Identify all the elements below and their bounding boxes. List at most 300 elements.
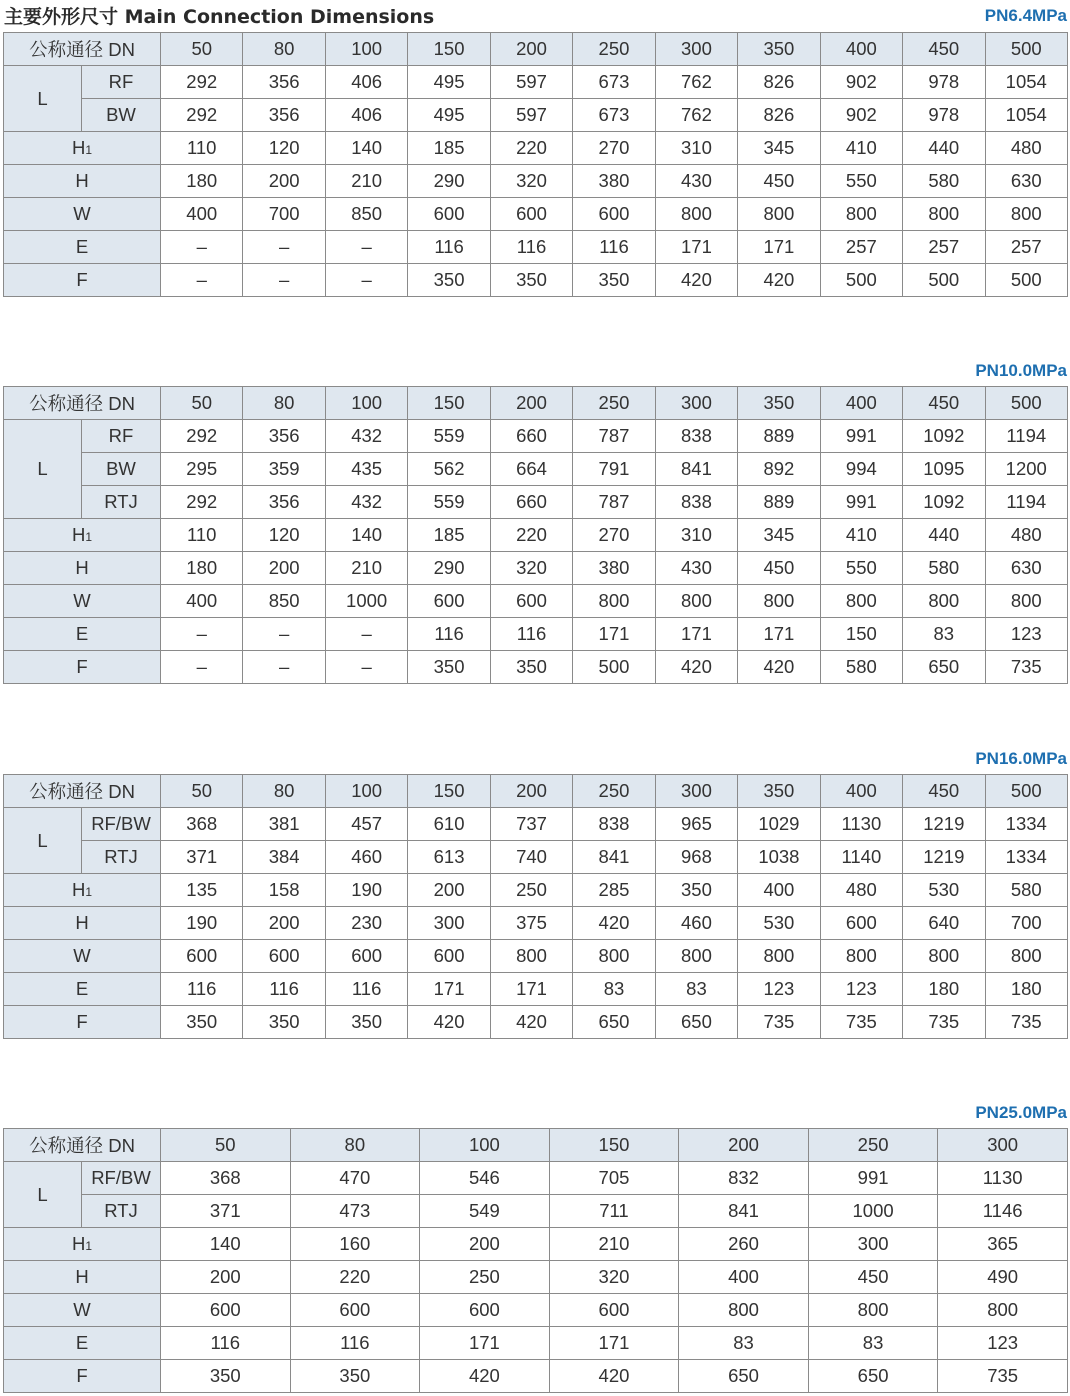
pressure-rating-label: PN6.4MPa <box>984 6 1067 25</box>
dn-value: 100 <box>325 775 407 808</box>
table-cell: 450 <box>738 165 820 198</box>
table-cell: 220 <box>490 132 572 165</box>
dn-value: 50 <box>161 33 243 66</box>
table-cell: 368 <box>161 808 243 841</box>
table-cell: 838 <box>655 420 737 453</box>
table-cell: 345 <box>738 519 820 552</box>
table-cell: 580 <box>903 552 985 585</box>
table-cell: 300 <box>808 1228 938 1261</box>
table-cell: 83 <box>903 618 985 651</box>
table-cell: 660 <box>490 420 572 453</box>
table-cell: 762 <box>655 66 737 99</box>
dn-value: 80 <box>243 33 325 66</box>
table-cell: 550 <box>820 552 902 585</box>
table-cell: 1130 <box>938 1162 1068 1195</box>
table-cell: 800 <box>985 940 1067 973</box>
table-cell: 350 <box>161 1006 243 1039</box>
table-cell: 735 <box>738 1006 820 1039</box>
l-sub-label: RTJ <box>82 486 161 519</box>
table-cell: 220 <box>290 1261 420 1294</box>
row-label <box>4 198 161 231</box>
table-cell: 359 <box>243 453 325 486</box>
dn-label: 公称通径 DN <box>4 33 161 66</box>
table-cell: 460 <box>655 907 737 940</box>
table-cell: 290 <box>408 552 490 585</box>
table-cell: 420 <box>420 1360 550 1393</box>
table-cell: 257 <box>985 231 1067 264</box>
table-cell: 180 <box>985 973 1067 1006</box>
dn-value: 50 <box>161 775 243 808</box>
table-cell: 559 <box>408 486 490 519</box>
table-cell: 123 <box>938 1327 1068 1360</box>
row-label-text: W <box>73 590 91 611</box>
table-cell: 356 <box>243 99 325 132</box>
table-cell: 432 <box>325 420 407 453</box>
dn-value: 500 <box>985 387 1067 420</box>
table-cell: 83 <box>655 973 737 1006</box>
table-cell: 1194 <box>985 420 1067 453</box>
l-label: L <box>4 1162 82 1228</box>
dn-row <box>4 1129 1068 1162</box>
table-cell: 171 <box>573 618 655 651</box>
table-cell: 420 <box>655 651 737 684</box>
table-cell: 350 <box>161 1360 291 1393</box>
row-label-text: H <box>71 137 86 158</box>
table-cell: 171 <box>655 618 737 651</box>
table-cell: 200 <box>243 552 325 585</box>
dimensions-table <box>3 774 1068 1039</box>
row-label <box>4 1228 161 1261</box>
table-cell: 345 <box>738 132 820 165</box>
table-cell: 1000 <box>325 585 407 618</box>
table-cell: 800 <box>738 198 820 231</box>
table-cell: 650 <box>573 1006 655 1039</box>
table-cell: 171 <box>549 1327 679 1360</box>
dn-label: 公称通径 DN <box>4 387 161 420</box>
row-label <box>4 231 161 264</box>
table-cell: – <box>161 618 243 651</box>
table-cell: 1140 <box>820 841 902 874</box>
table-cell: 832 <box>679 1162 809 1195</box>
dn-value: 500 <box>985 775 1067 808</box>
table-cell: 250 <box>420 1261 550 1294</box>
table-cell: – <box>243 618 325 651</box>
dn-value: 400 <box>820 387 902 420</box>
row-label-subscript: 1 <box>85 530 93 544</box>
table-cell: 549 <box>420 1195 550 1228</box>
table-cell: 1092 <box>903 486 985 519</box>
l-sub-label: RF/BW <box>82 1162 161 1195</box>
table-cell: 889 <box>738 420 820 453</box>
table-cell: 800 <box>903 198 985 231</box>
table-cell: 356 <box>243 420 325 453</box>
table-row <box>4 585 1068 618</box>
table-cell: 171 <box>655 231 737 264</box>
table-cell: 500 <box>573 651 655 684</box>
table-row <box>4 1327 1068 1360</box>
table-cell: 850 <box>243 585 325 618</box>
table-cell: 200 <box>243 907 325 940</box>
table-cell: 841 <box>573 841 655 874</box>
table-cell: 700 <box>243 198 325 231</box>
table-cell: 350 <box>325 1006 407 1039</box>
table-cell: 826 <box>738 66 820 99</box>
table-cell: 600 <box>290 1294 420 1327</box>
table-cell: 600 <box>490 585 572 618</box>
table-cell: 371 <box>161 841 243 874</box>
table-cell: 350 <box>290 1360 420 1393</box>
table-cell: 406 <box>325 66 407 99</box>
table-cell: 559 <box>408 420 490 453</box>
table-cell: – <box>325 618 407 651</box>
l-sub-label: RTJ <box>82 1195 161 1228</box>
table-row <box>4 651 1068 684</box>
row-label <box>4 1360 161 1393</box>
row-label <box>4 585 161 618</box>
table-cell: 295 <box>161 453 243 486</box>
table-cell: 650 <box>655 1006 737 1039</box>
dn-value: 450 <box>903 33 985 66</box>
table-cell: 440 <box>903 132 985 165</box>
table-row <box>4 519 1068 552</box>
table-cell: 800 <box>985 198 1067 231</box>
table-cell: 116 <box>161 1327 291 1360</box>
table-cell: 150 <box>820 618 902 651</box>
table-cell: 116 <box>161 973 243 1006</box>
table-cell: 116 <box>490 618 572 651</box>
table-cell: 597 <box>490 66 572 99</box>
dn-value: 400 <box>820 775 902 808</box>
table-cell: 1054 <box>985 99 1067 132</box>
table-cell: 800 <box>820 940 902 973</box>
table-cell: 787 <box>573 486 655 519</box>
table-cell: 841 <box>655 453 737 486</box>
row-label <box>4 874 161 907</box>
table-cell: – <box>325 231 407 264</box>
dn-value: 300 <box>655 33 737 66</box>
dn-label: 公称通径 DN <box>4 1129 161 1162</box>
row-label <box>4 618 161 651</box>
table-cell: 838 <box>573 808 655 841</box>
table-cell: 380 <box>573 552 655 585</box>
table-cell: 380 <box>573 165 655 198</box>
table-cell: 705 <box>549 1162 679 1195</box>
table-cell: 420 <box>408 1006 490 1039</box>
row-label <box>4 264 161 297</box>
table-cell: 160 <box>290 1228 420 1261</box>
table-cell: 420 <box>490 1006 572 1039</box>
table-cell: 838 <box>655 486 737 519</box>
table-cell: 185 <box>408 132 490 165</box>
table-row <box>4 1162 1068 1195</box>
table-cell: 120 <box>243 132 325 165</box>
dn-value: 150 <box>549 1129 679 1162</box>
table-cell: 185 <box>408 519 490 552</box>
dn-value: 100 <box>325 387 407 420</box>
table-cell: 473 <box>290 1195 420 1228</box>
table-row <box>4 1006 1068 1039</box>
table-cell: 640 <box>903 907 985 940</box>
dn-row <box>4 387 1068 420</box>
table-cell: 664 <box>490 453 572 486</box>
row-label <box>4 907 161 940</box>
row-label-text: H <box>75 912 89 933</box>
table-cell: 110 <box>161 132 243 165</box>
row-label-text: W <box>73 945 91 966</box>
table-cell: 800 <box>573 585 655 618</box>
table-cell: 440 <box>903 519 985 552</box>
table-cell: 430 <box>655 165 737 198</box>
table-cell: 292 <box>161 420 243 453</box>
row-label-text: F <box>76 1365 88 1386</box>
table-row <box>4 874 1068 907</box>
table-cell: 495 <box>408 66 490 99</box>
row-label-subscript: 1 <box>85 885 93 899</box>
table-cell: 171 <box>408 973 490 1006</box>
table-cell: 500 <box>903 264 985 297</box>
dimensions-table <box>3 386 1068 684</box>
table-cell: 171 <box>738 618 820 651</box>
table-row <box>4 618 1068 651</box>
table-cell: 530 <box>903 874 985 907</box>
table-cell: 737 <box>490 808 572 841</box>
table-cell: 800 <box>938 1294 1068 1327</box>
table-cell: 190 <box>161 907 243 940</box>
table-cell: 800 <box>820 198 902 231</box>
table-row <box>4 420 1068 453</box>
table-cell: 800 <box>903 585 985 618</box>
table-cell: 83 <box>679 1327 809 1360</box>
table-cell: 384 <box>243 841 325 874</box>
table-cell: – <box>161 651 243 684</box>
dn-value: 80 <box>243 775 325 808</box>
row-label <box>4 1261 161 1294</box>
row-label-text: H <box>75 1266 89 1287</box>
table-cell: 787 <box>573 420 655 453</box>
table-cell: – <box>243 264 325 297</box>
pressure-rating-label: PN10.0MPa <box>975 361 1067 380</box>
table-cell: 530 <box>738 907 820 940</box>
dn-value: 400 <box>820 33 902 66</box>
l-sub-label: RF <box>82 420 161 453</box>
table-cell: 292 <box>161 99 243 132</box>
table-cell: 435 <box>325 453 407 486</box>
table-cell: 410 <box>820 519 902 552</box>
table-cell: 650 <box>808 1360 938 1393</box>
table-cell: 1194 <box>985 486 1067 519</box>
table-cell: 371 <box>161 1195 291 1228</box>
table-cell: 292 <box>161 66 243 99</box>
table-cell: 140 <box>325 519 407 552</box>
table-cell: – <box>243 231 325 264</box>
table-cell: 600 <box>490 198 572 231</box>
table-cell: 1038 <box>738 841 820 874</box>
dn-value: 150 <box>408 387 490 420</box>
table-cell: 600 <box>325 940 407 973</box>
l-sub-label: RTJ <box>82 841 161 874</box>
table-row <box>4 1228 1068 1261</box>
table-cell: 180 <box>161 552 243 585</box>
table-cell: 735 <box>820 1006 902 1039</box>
dn-value: 50 <box>161 387 243 420</box>
table-cell: 1334 <box>985 841 1067 874</box>
table-cell: 994 <box>820 453 902 486</box>
table-cell: 320 <box>549 1261 679 1294</box>
row-label-text: F <box>76 656 88 677</box>
l-sub-label: BW <box>82 99 161 132</box>
table-cell: 190 <box>325 874 407 907</box>
table-cell: 270 <box>573 519 655 552</box>
table-cell: 368 <box>161 1162 291 1195</box>
dn-value: 250 <box>573 775 655 808</box>
table-row <box>4 940 1068 973</box>
table-cell: 1334 <box>985 808 1067 841</box>
table-cell: 350 <box>243 1006 325 1039</box>
table-cell: 650 <box>903 651 985 684</box>
table-cell: 735 <box>985 651 1067 684</box>
table-cell: 650 <box>679 1360 809 1393</box>
table-cell: 83 <box>808 1327 938 1360</box>
table-cell: 800 <box>738 585 820 618</box>
table-cell: 116 <box>243 973 325 1006</box>
dn-value: 150 <box>408 33 490 66</box>
table-cell: 1000 <box>808 1195 938 1228</box>
table-cell: 200 <box>420 1228 550 1261</box>
table-cell: 140 <box>161 1228 291 1261</box>
table-cell: 800 <box>985 585 1067 618</box>
table-cell: 210 <box>549 1228 679 1261</box>
dn-value: 450 <box>903 387 985 420</box>
table-cell: 350 <box>408 264 490 297</box>
dn-value: 300 <box>938 1129 1068 1162</box>
row-label-text: E <box>75 236 89 257</box>
table-cell: 230 <box>325 907 407 940</box>
table-cell: 965 <box>655 808 737 841</box>
dimensions-table <box>3 1128 1068 1393</box>
row-label-text: E <box>75 623 89 644</box>
table-cell: 550 <box>820 165 902 198</box>
table-cell: 630 <box>985 165 1067 198</box>
table-row <box>4 453 1068 486</box>
l-label: L <box>4 420 82 519</box>
row-label-text: H <box>75 557 89 578</box>
table-cell: 800 <box>808 1294 938 1327</box>
table-cell: 350 <box>655 874 737 907</box>
row-label-text: W <box>73 203 91 224</box>
table-cell: 400 <box>679 1261 809 1294</box>
page-title: 主要外形尺寸 Main Connection Dimensions <box>4 6 435 28</box>
table-cell: 546 <box>420 1162 550 1195</box>
table-cell: 375 <box>490 907 572 940</box>
table-cell: 135 <box>161 874 243 907</box>
table-cell: 762 <box>655 99 737 132</box>
table-cell: 673 <box>573 66 655 99</box>
table-cell: 597 <box>490 99 572 132</box>
table-cell: 490 <box>938 1261 1068 1294</box>
row-label-text: H <box>75 170 89 191</box>
table-cell: 116 <box>408 618 490 651</box>
table-cell: 600 <box>161 940 243 973</box>
table-row <box>4 907 1068 940</box>
table-row <box>4 1195 1068 1228</box>
table-cell: 116 <box>408 231 490 264</box>
table-cell: – <box>243 651 325 684</box>
table-cell: – <box>161 264 243 297</box>
table-cell: 210 <box>325 552 407 585</box>
dn-value: 300 <box>655 387 737 420</box>
table-cell: – <box>325 651 407 684</box>
table-cell: 123 <box>985 618 1067 651</box>
row-label <box>4 519 161 552</box>
table-cell: 889 <box>738 486 820 519</box>
row-label <box>4 1294 161 1327</box>
row-label <box>4 132 161 165</box>
dn-value: 450 <box>903 775 985 808</box>
table-row <box>4 165 1068 198</box>
table-cell: 350 <box>490 264 572 297</box>
table-cell: 171 <box>490 973 572 1006</box>
table-cell: 800 <box>903 940 985 973</box>
table-cell: 600 <box>408 940 490 973</box>
table-cell: 711 <box>549 1195 679 1228</box>
table-cell: 740 <box>490 841 572 874</box>
row-label <box>4 940 161 973</box>
table-cell: 480 <box>820 874 902 907</box>
dn-value: 100 <box>420 1129 550 1162</box>
table-cell: 356 <box>243 66 325 99</box>
table-cell: 381 <box>243 808 325 841</box>
table-cell: 410 <box>820 132 902 165</box>
table-cell: 978 <box>903 99 985 132</box>
dimensions-table <box>3 32 1068 297</box>
table-cell: 310 <box>655 132 737 165</box>
table-cell: 673 <box>573 99 655 132</box>
table-cell: 116 <box>573 231 655 264</box>
l-sub-label: BW <box>82 453 161 486</box>
dn-value: 250 <box>808 1129 938 1162</box>
table-cell: 420 <box>738 651 820 684</box>
table-cell: 600 <box>549 1294 679 1327</box>
table-row <box>4 198 1068 231</box>
table-cell: 660 <box>490 486 572 519</box>
table-row <box>4 841 1068 874</box>
table-cell: 800 <box>679 1294 809 1327</box>
table-cell: 800 <box>655 940 737 973</box>
table-cell: 1219 <box>903 808 985 841</box>
table-cell: 257 <box>820 231 902 264</box>
dn-value: 200 <box>490 775 572 808</box>
table-cell: 140 <box>325 132 407 165</box>
table-cell: 200 <box>243 165 325 198</box>
table-row <box>4 99 1068 132</box>
dn-value: 250 <box>573 387 655 420</box>
table-cell: 902 <box>820 66 902 99</box>
table-cell: 300 <box>408 907 490 940</box>
row-label <box>4 651 161 684</box>
dn-value: 200 <box>490 387 572 420</box>
table-cell: 200 <box>408 874 490 907</box>
table-cell: – <box>161 231 243 264</box>
table-cell: 800 <box>738 940 820 973</box>
l-sub-label: RF/BW <box>82 808 161 841</box>
table-cell: 600 <box>408 198 490 231</box>
dn-value: 200 <box>490 33 572 66</box>
table-cell: 430 <box>655 552 737 585</box>
l-label: L <box>4 66 82 132</box>
table-cell: 270 <box>573 132 655 165</box>
table-row <box>4 132 1068 165</box>
table-row <box>4 808 1068 841</box>
